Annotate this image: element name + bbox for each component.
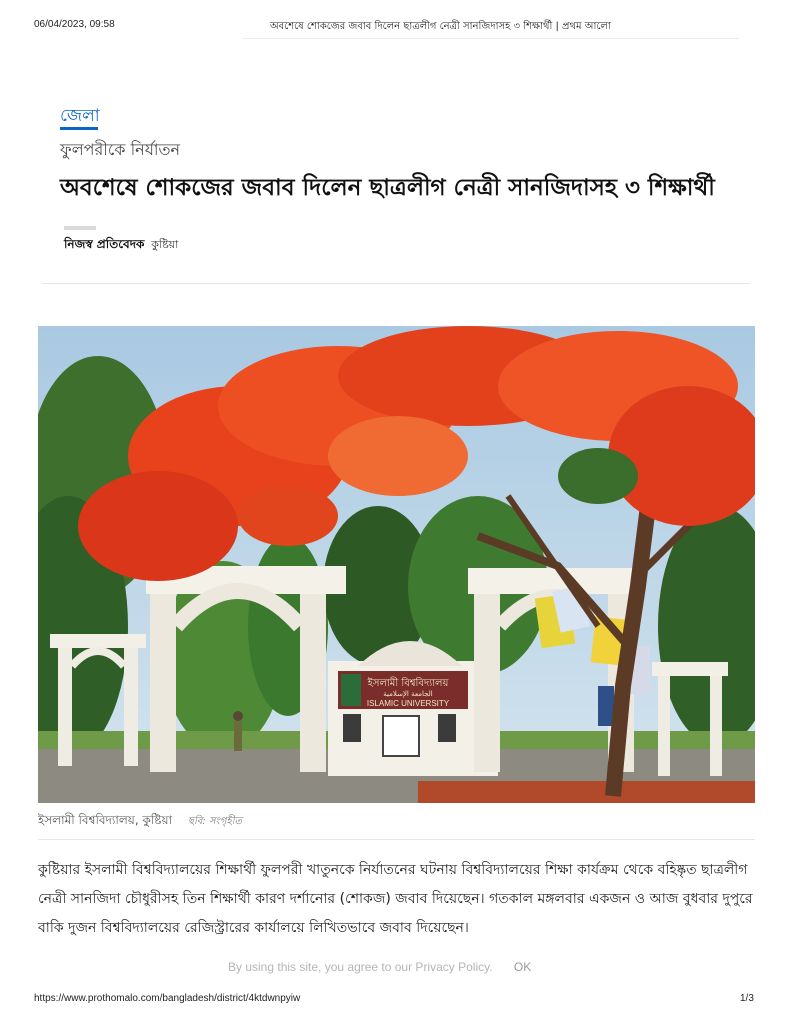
gate-sign-english: ISLAMIC UNIVERSITY <box>366 699 450 708</box>
print-page-title: অবশেষে শোকজের জবাব দিলেন ছাত্রলীগ নেত্রী সানজিদাসহ ৩ শিক্ষার্থী | প্রথম আলো <box>270 21 611 32</box>
section-underline <box>60 127 98 130</box>
article-body: কুষ্টিয়ার ইসলামী বিশ্ববিদ্যালয়ের শিক্ষার্থী ফুলপরী খাতুনকে নির্যাতনের ঘটনায় বিশ্ববিদ্যালয়ের শিক্ষা কার্যক্রম থেকে বহিষ্কৃত ছাত্রলীগ নেত্রী সানজিদা চৌধুরীসহ তিন শিক্ষার্থী কারণ দর্শানোর (শোকজ) জবাব দিয়েছেন। গতকাল মঙ্গলবার একজন ও আজ বুধবার দুপুরে বাকি দুজন বিশ্ববিদ্যালয়ের রেজিস্ট্রারের কার্যালয়ে লিখিতভাবে জবাব দিয়েছেন। <box>38 862 753 936</box>
byline-divider <box>42 283 750 284</box>
cookie-consent-text: By using this site, you agree to our Privacy Policy. <box>228 960 493 974</box>
hero-image <box>38 326 755 803</box>
print-datetime: 06/04/2023, 09:58 <box>34 19 115 30</box>
campus-gate-illustration <box>38 326 755 803</box>
article-shoulder: ফুলপরীকে নির্যাতন <box>60 140 181 159</box>
byline <box>64 236 178 256</box>
cookie-consent-bar <box>228 960 531 974</box>
author-name[interactable]: নিজস্ব প্রতিবেদক <box>64 237 145 251</box>
caption-text: ইসলামী বিশ্ববিদ্যালয়, কুষ্টিয়া <box>38 813 173 827</box>
author-accent-bar <box>64 226 96 230</box>
gate-sign-arabic: الجامعة الإسلامية <box>383 690 433 698</box>
image-caption <box>38 812 242 832</box>
print-header <box>0 0 791 38</box>
caption-rule <box>38 839 755 840</box>
article-headline: অবশেষে শোকজের জবাব দিলেন ছাত্রলীগ নেত্রী সানজিদাসহ ৩ শিক্ষার্থী <box>60 175 715 201</box>
gate-sign-bangla: ইসলামী বিশ্ববিদ্যালয় <box>367 678 449 689</box>
photo-credit: ছবি: সংগৃহীত <box>187 816 243 827</box>
print-footer-url: https://www.prothomalo.com/bangladesh/district/4ktdwnpyiw <box>34 993 301 1004</box>
cookie-ok-button[interactable]: OK <box>513 960 532 974</box>
header-rule <box>242 38 739 39</box>
print-page-number: 1/3 <box>740 993 754 1004</box>
author-location: কুষ্টিয়া <box>151 238 179 251</box>
section-link[interactable]: জেলা <box>60 106 100 126</box>
